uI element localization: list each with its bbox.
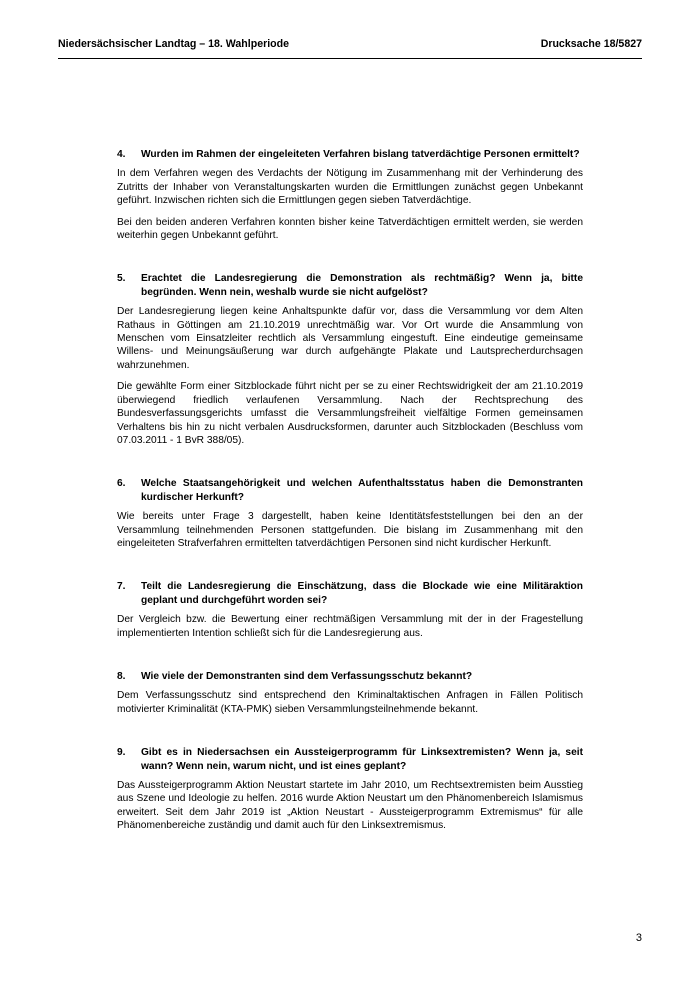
document-body — [117, 148, 583, 863]
question-text: Wurden im Rahmen der eingeleiteten Verfahren bislang tatverdächtige Personen ermittelt? — [141, 149, 580, 160]
answer-paragraph: Der Vergleich bzw. die Bewertung einer rechtmäßigen Versammlung mit der in der Fragestellung implementierten Intention schließt sich für die Landesregierung aus. — [117, 614, 583, 639]
qa-section-4 — [117, 148, 583, 242]
question — [117, 148, 583, 161]
answer-paragraph: Der Landesregierung liegen keine Anhaltspunkte dafür vor, dass die Versammlung vor dem Alten Rathaus in Göttingen am 21.10.2019 unrechtmäßig war. Vor Ort wurde die Ansammlung von Menschen vom Einsatzleiter rechtlich als Versammlung eingestuft. Eine eindeutige gemeinsame Willens- und Meinungsäußerung war durch aufgehängte Plakate und Lautsprecherdurchsagen wahrzunehmen. — [117, 306, 583, 371]
qa-section-9 — [117, 746, 583, 832]
qa-section-7 — [117, 580, 583, 640]
question-number: 8. — [117, 670, 126, 682]
qa-section-6 — [117, 477, 583, 550]
question — [117, 580, 583, 607]
answer-paragraph: Die gewählte Form einer Sitzblockade führt nicht per se zu einer Rechtswidrigkeit der am 21.10.2019 überwiegend friedlich verlaufenen Versammlung. Nach der Rechtsprechung des Bundesverfassungsgerichts umfasst die Versammlungsfreiheit vielfältige Formen gemeinsamen Verhaltens bis hin zu nicht verbalen Ausdrucksformen, darunter auch Sitzblockaden (Beschluss vom 07.03.2011 - 1 BvR 388/05). — [117, 381, 583, 446]
question-text: Gibt es in Niedersachsen ein Aussteigerprogramm für Linksextremisten? Wenn ja, seit wann? Wenn nein, warum nicht, und ist eines geplant? — [141, 747, 583, 772]
page-header — [58, 38, 642, 50]
question-number: 5. — [117, 273, 126, 285]
page-number: 3 — [635, 932, 642, 944]
question — [117, 746, 583, 773]
answer-paragraph: Bei den beiden anderen Verfahren konnten bisher keine Tatverdächtigen ermittelt werden, sie werden weiterhin gegen Unbekannt geführt. — [117, 216, 583, 242]
question-number: 6. — [117, 478, 126, 490]
answer-paragraph: Wie bereits unter Frage 3 dargestellt, haben keine Identitätsfeststellungen bei den an der Versammlung teilnehmenden Personen stattgefunden. Die bislang im Zusammenhang mit den eingeleiteten Strafverfahren ermittelten tatverdächtigen Personen sind nicht kurdischer Herkunft. — [117, 511, 583, 549]
question — [117, 272, 583, 299]
question-number: 7. — [117, 581, 126, 593]
qa-section-8 — [117, 670, 583, 716]
answer-paragraph: Das Aussteigerprogramm Aktion Neustart startete im Jahr 2010, um Rechtsextremisten beim Ausstieg aus Szene und Ideologie zu helfen. 2016 wurde Aktion Neustart um den Phänomenbereich Islamismus erweitert. Seit dem Jahr 2019 ist „Aktion Neustart - Aussteigerprogramm Extremismus“ für alle Phänomenbereiche zuständig und damit auch für den Linksextremismus. — [117, 780, 583, 832]
answer-paragraph: In dem Verfahren wegen des Verdachts der Nötigung im Zusammenhang mit der Verhinderung des Zutritts der Inhaber von Veranstaltungskarten wurden die Ermittlungen zunächst gegen Unbekannt geführt. Inzwischen richten sich die Ermittlungen gegen sieben Tatverdächtige. — [117, 168, 583, 207]
question-text: Wie viele der Demonstranten sind dem Verfassungsschutz bekannt? — [141, 670, 473, 682]
question-number: 9. — [117, 747, 126, 759]
question — [117, 477, 583, 504]
header-divider — [58, 58, 642, 59]
question-text: Erachtet die Landesregierung die Demonstration als rechtmäßig? Wenn ja, bitte begründen. Wenn nein, weshalb wurde sie nicht aufgelöst? — [141, 273, 583, 298]
question — [117, 670, 583, 683]
question-number: 4. — [117, 149, 126, 160]
question-text: Welche Staatsangehörigkeit und welchen Aufenthaltsstatus haben die Demonstranten kurdischer Herkunft? — [141, 478, 583, 503]
answer-paragraph: Dem Verfassungsschutz sind entsprechend den Kriminaltaktischen Anfragen in Fällen Politisch motivierter Kriminalität (KTA-PMK) sieben Versammlungsteilnehmende bekannt. — [117, 690, 583, 715]
qa-section-5 — [117, 272, 583, 447]
document-number: Drucksache 18/5827 — [540, 38, 642, 50]
question-text: Teilt die Landesregierung die Einschätzung, dass die Blockade wie eine Militäraktion geplant und durchgeführt worden sei? — [141, 581, 583, 606]
header-title: Niedersächsischer Landtag – 18. Wahlperiode — [58, 38, 289, 50]
